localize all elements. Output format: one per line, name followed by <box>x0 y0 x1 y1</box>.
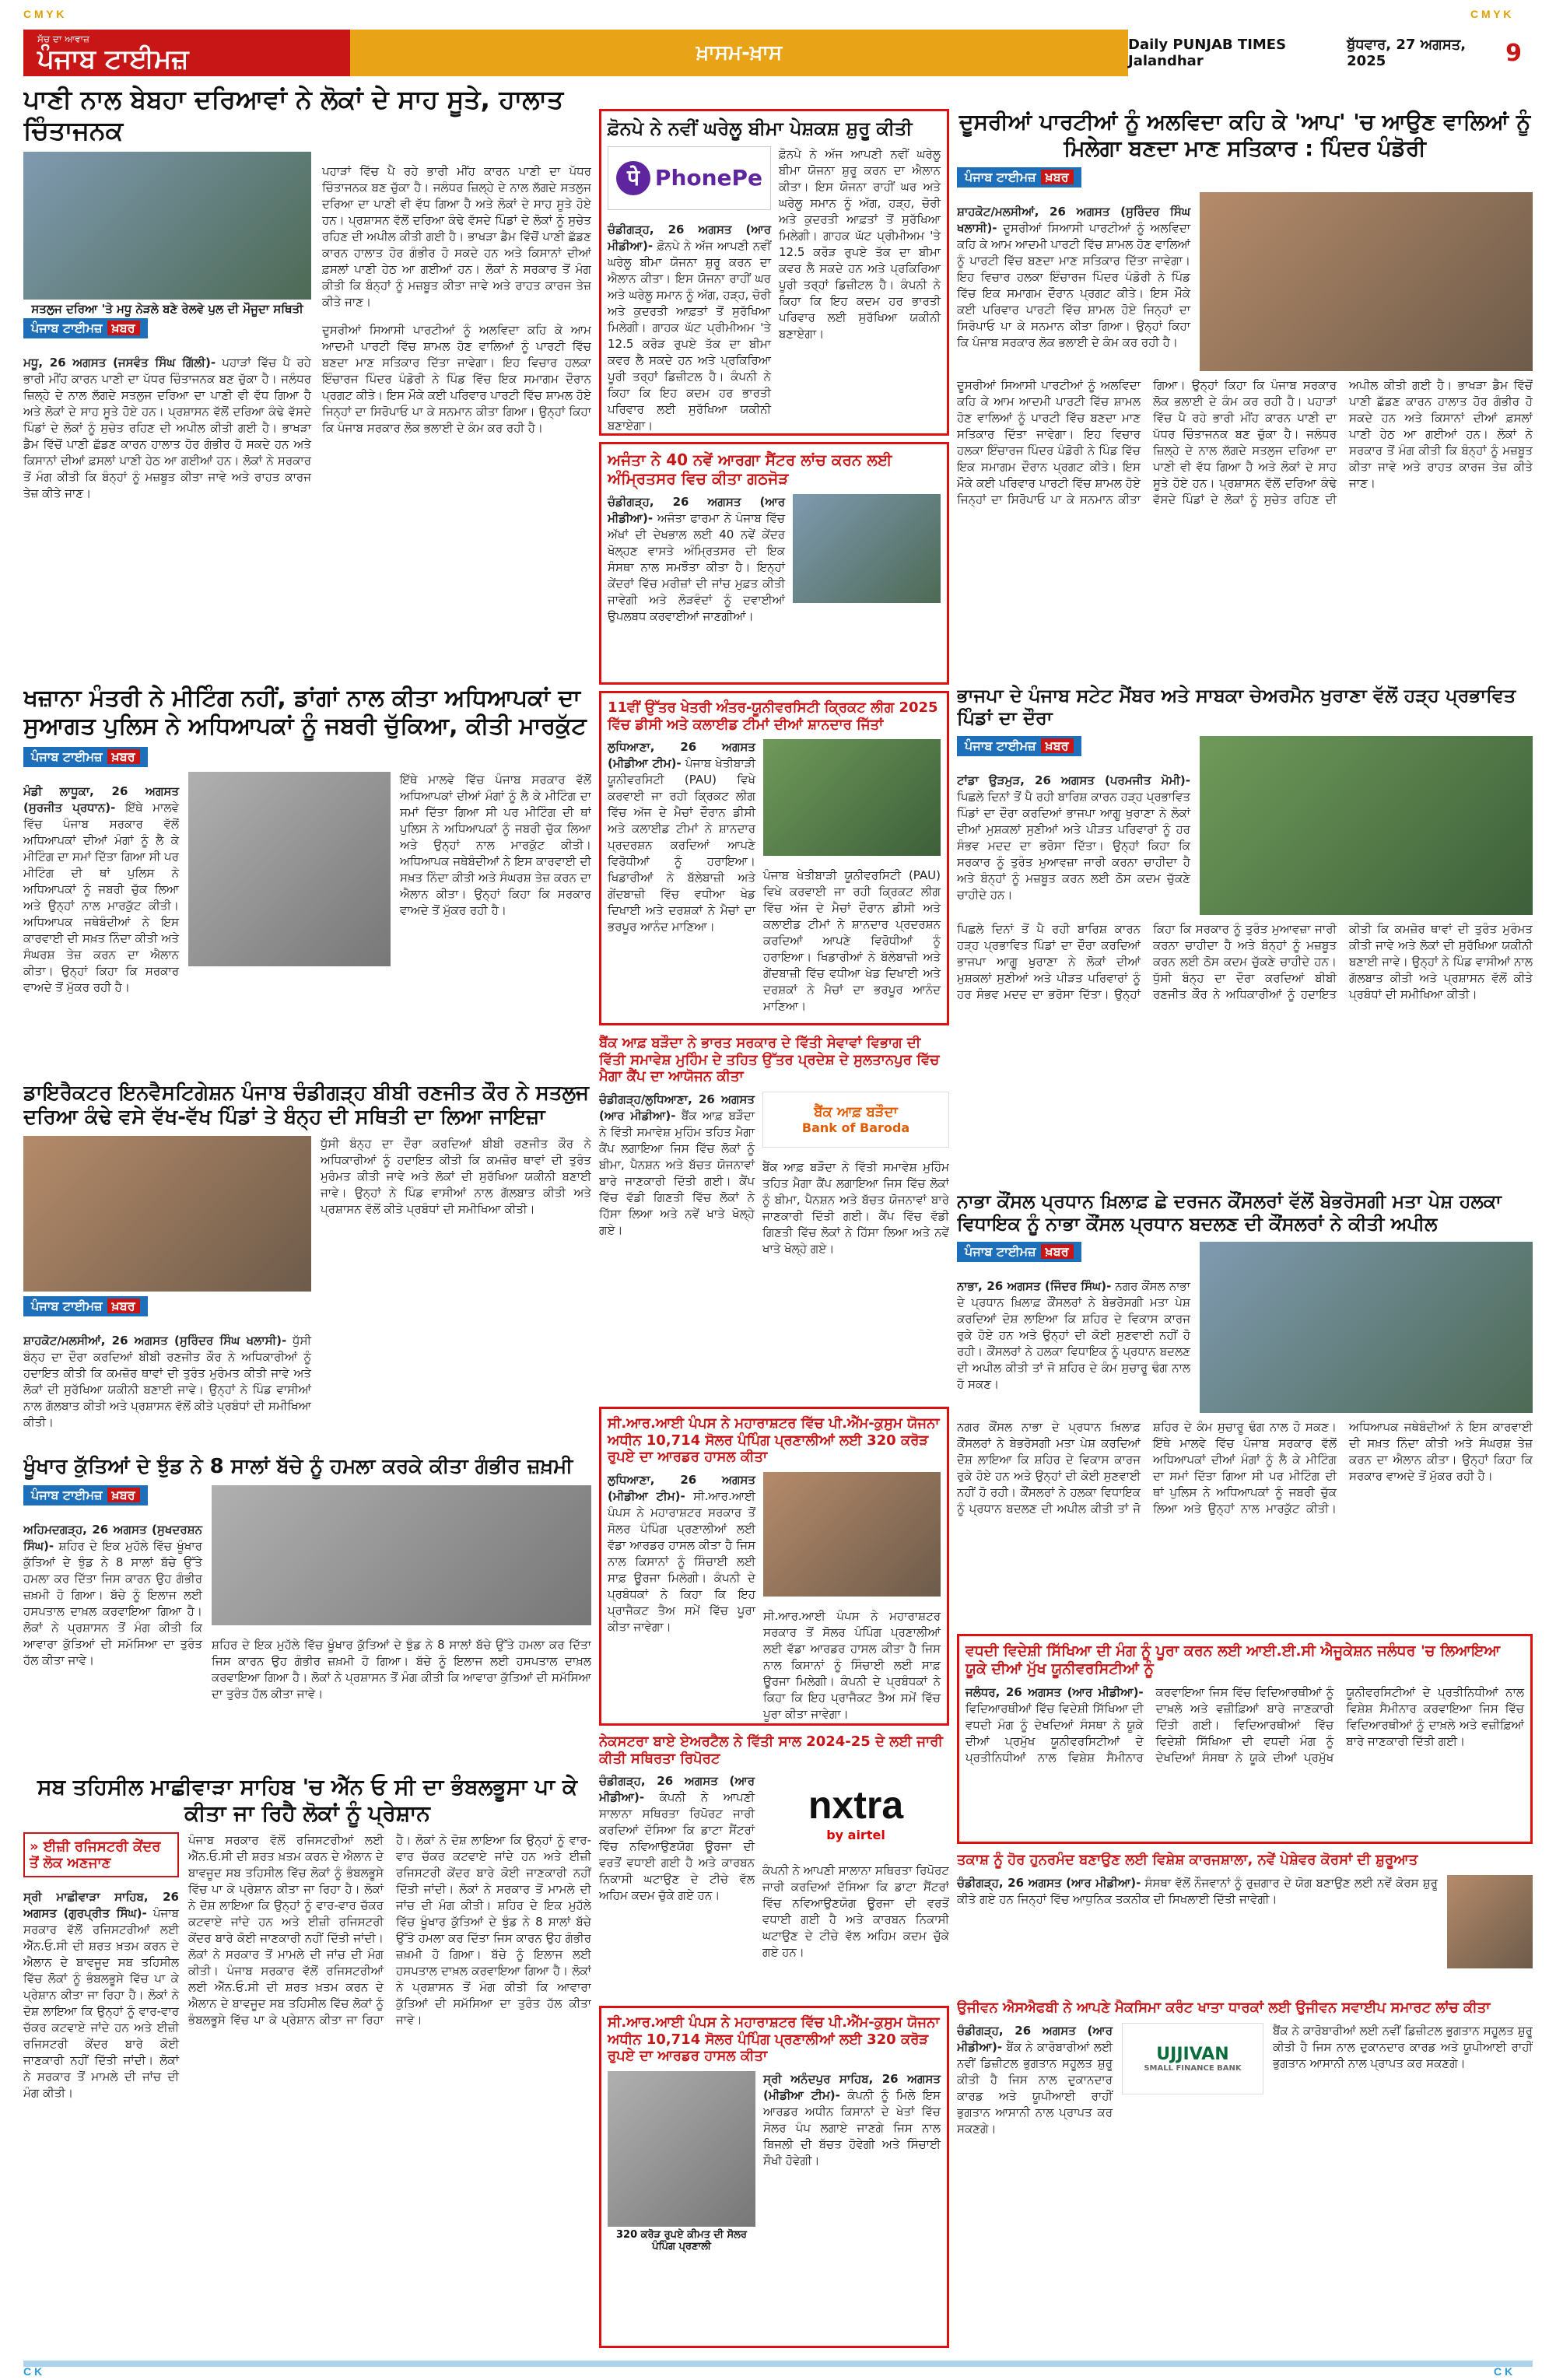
story-body: ਸ਼ਹਿਰ ਦੇ ਇਕ ਮੁਹੱਲੇ ਵਿੱਚ ਖੂੰਖਾਰ ਕੁੱਤਿਆਂ ਦੇ ਝੁੰਡ ਨੇ 8 ਸਾਲਾਂ ਬੱਚੇ ਉੱਤੇ ਹਮਲਾ ਕਰ ਦਿੱਤਾ ਜਿਸ ਕਾਰਨ ਉਹ ਗੰਭੀਰ ਜ਼ਖ਼ਮੀ ਹੋ ਗਿਆ। ਬੱਚੇ ਨੂੰ ਇਲਾਜ ਲਈ ਹਸਪਤਾਲ ਦਾਖ਼ਲ ਕਰਵਾਇਆ ਗਿਆ ਹੈ। ਲੋਕਾਂ ਨੇ ਪ੍ਰਸ਼ਾਸਨ ਤੋਂ ਮੰਗ ਕੀਤੀ ਕਿ ਆਵਾਰਾ ਕੁੱਤਿਆਂ ਦੀ ਸਮੱਸਿਆ ਦਾ ਤੁਰੰਤ ਹੱਲ ਕੀਤਾ ਜਾਵੇ। <box>23 1539 202 1668</box>
date-box <box>1128 30 1533 76</box>
story-headline: ਅਜੰਤਾ ਨੇ 40 ਨਵੇਂ ਆਰਗਾ ਸੈਂਟਰ ਲਾਂਚ ਕਰਨ ਲਈ ਅੰਮ੍ਰਿਤਸਰ ਵਿਚ ਕੀਤਾ ਗਠਜੋੜ <box>608 450 892 488</box>
story-headline: ਨਾਭਾ ਕੌਂਸਲ ਪ੍ਰਧਾਨ ਖ਼ਿਲਾਫ਼ ਛੇ ਦਰਜਨ ਕੌਂਸਲਰਾਂ ਵੱਲੋਂ ਬੇਭਰੋਸਗੀ ਮਤਾ ਪੇਸ਼ ਹਲਕਾ ਵਿਧਾਇਕ ਨੂੰ ਨਾਭਾ ਕੌਂਸਲ ਪ੍ਰਧਾਨ ਬਦਲਣ ਦੀ ਕੌਂਸਲਰਾਂ ਨੇ ਕੀਤੀ ਅਪੀਲ <box>957 1190 1502 1235</box>
story-body: ਇੱਥੇ ਮਾਲਵੇ ਵਿੱਚ ਪੰਜਾਬ ਸਰਕਾਰ ਵੱਲੋਂ ਅਧਿਆਪਕਾਂ ਦੀਆਂ ਮੰਗਾਂ ਨੂੰ ਲੈ ਕੇ ਮੀਟਿੰਗ ਦਾ ਸਮਾਂ ਦਿੱਤਾ ਗਿਆ ਸੀ ਪਰ ਮੀਟਿੰਗ ਦੀ ਥਾਂ ਪੁਲਿਸ ਨੇ ਅਧਿਆਪਕਾਂ ਨੂੰ ਜਬਰੀ ਚੁੱਕ ਲਿਆ ਅਤੇ ਉਨ੍ਹਾਂ ਨਾਲ ਮਾਰਕੁੱਟ ਕੀਤੀ। ਅਧਿਆਪਕ ਜਥੇਬੰਦੀਆਂ ਨੇ ਇਸ ਕਾਰਵਾਈ ਦੀ ਸਖ਼ਤ ਨਿੰਦਾ ਕੀਤੀ ਅਤੇ ਸੰਘਰਸ਼ ਤੇਜ਼ ਕਰਨ ਦਾ ਐਲਾਨ ਕੀਤਾ। ਉਨ੍ਹਾਂ ਕਿਹਾ ਕਿ ਸਰਕਾਰ ਵਾਅਦੇ ਤੋਂ ਮੁੱਕਰ ਰਹੀ ਹੈ। <box>23 801 179 994</box>
solar-pump-photo <box>608 2071 755 2227</box>
story-body: ਧੁੱਸੀ ਬੰਨ੍ਹ ਦਾ ਦੌਰਾ ਕਰਦਿਆਂ ਬੀਬੀ ਰਣਜੀਤ ਕੌਰ ਨੇ ਅਧਿਕਾਰੀਆਂ ਨੂੰ ਹਦਾਇਤ ਕੀਤੀ ਕਿ ਕਮਜ਼ੋਰ ਥਾਵਾਂ ਦੀ ਤੁਰੰਤ ਮੁਰੰਮਤ ਕੀਤੀ ਜਾਵੇ ਅਤੇ ਲੋਕਾਂ ਦੀ ਸੁਰੱਖਿਆ ਯਕੀਨੀ ਬਣਾਈ ਜਾਵੇ। ਉਨ੍ਹਾਂ ਨੇ ਪਿੰਡ ਵਾਸੀਆਂ ਨਾਲ ਗੱਲਬਾਤ ਕੀਤੀ ਅਤੇ ਪ੍ਰਸ਼ਾਸਨ ਵੱਲੋਂ ਕੀਤੇ ਪ੍ਰਬੰਧਾਂ ਦੀ ਸਮੀਖਿਆ ਕੀਤੀ। <box>23 1334 311 1430</box>
story-headline: ਸਬ ਤਹਿਸੀਲ ਮਾਛੀਵਾੜਾ ਸਾਹਿਬ 'ਚ ਐੱਨ ਓ ਸੀ ਦਾ ਭੰਬਲਭੂਸਾ ਪਾ ਕੇ ਕੀਤਾ ਜਾ ਰਿਹੈ ਲੋਕਾਂ ਨੂੰ ਪ੍ਰੇਸ਼ਾਨ <box>37 1774 578 1826</box>
phonepe-logo: पे PhonePe <box>608 146 771 210</box>
story-river-levels <box>23 84 591 675</box>
story-photo <box>23 152 311 300</box>
story-photo <box>763 739 941 856</box>
story-nabha-council <box>957 1190 1533 1626</box>
story-dateline: ਮਧੂ, 26 ਅਗਸਤ (ਜਸਵੰਤ ਸਿੰਘ ਗਿੱਲੀ)- <box>23 356 216 370</box>
story-photo <box>1200 736 1533 915</box>
story-body: ਕੰਪਨੀ ਨੂੰ ਮਿਲੇ ਇਸ ਆਰਡਰ ਅਧੀਨ ਕਿਸਾਨਾਂ ਦੇ ਖੇਤਾਂ ਵਿੱਚ ਸੋਲਰ ਪੰਪ ਲਗਾਏ ਜਾਣਗੇ ਜਿਸ ਨਾਲ ਬਿਜਲੀ ਦੀ ਬੱਚਤ ਹੋਵੇਗੀ ਅਤੇ ਸਿੰਚਾਈ ਸੌਖੀ ਹੋਵੇਗੀ। <box>763 2087 941 2168</box>
story-dateline: ਚੰਡੀਗੜ੍ਹ/ਲੁਧਿਆਣਾ, 26 ਅਗਸਤ (ਆਰ ਮੀਡੀਆ)- <box>599 1092 755 1123</box>
story-headline: ਫ਼ੋਨਪੇ ਨੇ ਨਵੀਂ ਘਰੇਲੂ ਬੀਮਾ ਪੇਸ਼ਕਸ਼ ਸ਼ੁਰੂ ਕੀਤੀ <box>608 117 913 139</box>
story-dateline: ਸ੍ਰੀ ਅਨੰਦਪੁਰ ਸਾਹਿਬ, 26 ਅਗਸਤ (ਮੀਡੀਆ ਟੀਮ)- <box>763 2071 941 2102</box>
story-body-continued-2: ਪਹਾੜਾਂ ਵਿੱਚ ਪੈ ਰਹੇ ਭਾਰੀ ਮੀਂਹ ਕਾਰਨ ਪਾਣੀ ਦਾ ਪੱਧਰ ਚਿੰਤਾਜਨਕ ਬਣ ਚੁੱਕਾ ਹੈ। ਜਲੰਧਰ ਜ਼ਿਲ੍ਹੇ ਦੇ ਨਾਲ ਲੱਗਦੇ ਸਤਲੁਜ ਦਰਿਆ ਦਾ ਪਾਣੀ ਵੀ ਵੱਧ ਗਿਆ ਹੈ ਅਤੇ ਲੋਕਾਂ ਦੇ ਸਾਹ ਸੂਤੇ ਹੋਏ ਹਨ। ਪ੍ਰਸ਼ਾਸਨ ਵੱਲੋਂ ਦਰਿਆ ਕੰਢੇ ਵੱਸਦੇ ਪਿੰਡਾਂ ਦੇ ਲੋਕਾਂ ਨੂੰ ਸੁਚੇਤ ਰਹਿਣ ਦੀ ਅਪੀਲ ਕੀਤੀ ਗਈ ਹੈ। ਭਾਖੜਾ ਡੈਮ ਵਿੱਚੋਂ ਪਾਣੀ ਛੱਡਣ ਕਾਰਨ ਹਾਲਾਤ ਹੋਰ ਗੰਭੀਰ ਹੋ ਸਕਦੇ ਹਨ ਅਤੇ ਕਿਸਾਨਾਂ ਦੀਆਂ ਫ਼ਸਲਾਂ ਪਾਣੀ ਹੇਠ ਆ ਗਈਆਂ ਹਨ। ਲੋਕਾਂ ਨੇ ਸਰਕਾਰ ਤੋਂ ਮੰਗ ਕੀਤੀ ਕਿ ਬੰਨ੍ਹਾਂ ਨੂੰ ਮਜ਼ਬੂਤ ਕੀਤਾ ਜਾਵੇ ਅਤੇ ਰਾਹਤ ਕਾਰਜ ਤੇਜ਼ ਕੀਤੇ ਜਾਣ। <box>1153 378 1533 507</box>
story-dateline: ਚੰਡੀਗੜ੍ਹ, 26 ਅਗਸਤ (ਆਰ ਮੀਡੀਆ)- <box>599 1774 755 1805</box>
story-headline: 11ਵੀਂ ਉੱਤਰ ਖੇਤਰੀ ਅੰਤਰ-ਯੂਨੀਵਰਸਿਟੀ ਕ੍ਰਿਕਟ ਲੀਗ 2025 ਵਿੱਚ ਡੀਸੀ ਅਤੇ ਕਲਾਈਡ ਟੀਮਾਂ ਦੀਆਂ ਸ਼ਾਨਦਾਰ ਜਿੱਤਾਂ <box>608 699 938 733</box>
story-body-continued: ਪਿਛਲੇ ਦਿਨਾਂ ਤੋਂ ਪੈ ਰਹੀ ਬਾਰਿਸ਼ ਕਾਰਨ ਹੜ੍ਹ ਪ੍ਰਭਾਵਿਤ ਪਿੰਡਾਂ ਦਾ ਦੌਰਾ ਕਰਦਿਆਂ ਭਾਜਪਾ ਆਗੂ ਖੁਰਾਣਾ ਨੇ ਲੋਕਾਂ ਦੀਆਂ ਮੁਸ਼ਕਲਾਂ ਸੁਣੀਆਂ ਅਤੇ ਪੀੜਤ ਪਰਿਵਾਰਾਂ ਨੂੰ ਹਰ ਸੰਭਵ ਮਦਦ ਦਾ ਭਰੋਸਾ ਦਿੱਤਾ। ਉਨ੍ਹਾਂ ਕਿਹਾ ਕਿ ਸਰਕਾਰ ਨੂੰ ਤੁਰੰਤ ਮੁਆਵਜ਼ਾ ਜਾਰੀ ਕਰਨਾ ਚਾਹੀਦਾ ਹੈ ਅਤੇ ਬੰਨ੍ਹਾਂ ਨੂੰ ਮਜ਼ਬੂਤ ਕਰਨ ਲਈ ਠੋਸ ਕਦਮ ਚੁੱਕਣੇ ਚਾਹੀਦੇ ਹਨ। <box>957 921 1337 1001</box>
story-body-continued: ਫ਼ੋਨਪੇ ਨੇ ਅੱਜ ਆਪਣੀ ਨਵੀਂ ਘਰੇਲੂ ਬੀਮਾ ਯੋਜਨਾ ਸ਼ੁਰੂ ਕਰਨ ਦਾ ਐਲਾਨ ਕੀਤਾ। ਇਸ ਯੋਜਨਾ ਰਾਹੀਂ ਘਰ ਅਤੇ ਘਰੇਲੂ ਸਮਾਨ ਨੂੰ ਅੱਗ, ਹੜ੍ਹ, ਚੋਰੀ ਅਤੇ ਕੁਦਰਤੀ ਆਫ਼ਤਾਂ ਤੋਂ ਸੁਰੱਖਿਆ ਮਿਲੇਗੀ। ਗਾਹਕ ਘੱਟ ਪ੍ਰੀਮੀਅਮ 'ਤੇ 12.5 ਕਰੋੜ ਰੁਪਏ ਤੱਕ ਦਾ ਬੀਮਾ ਕਵਰ ਲੈ ਸਕਦੇ ਹਨ ਅਤੇ ਪ੍ਰਕਿਰਿਆ ਪੂਰੀ ਤਰ੍ਹਾਂ ਡਿਜ਼ੀਟਲ ਹੈ। ਕੰਪਨੀ ਨੇ ਕਿਹਾ ਕਿ ਇਹ ਕਦਮ ਹਰ ਭਾਰਤੀ ਪਰਿਵਾਰ ਲਈ ਸੁਰੱਖਿਆ ਯਕੀਨੀ ਬਣਾਏਗਾ। <box>779 146 941 341</box>
paper-name: Daily PUNJAB TIMES Jalandhar <box>1128 37 1287 69</box>
story-bjp-flood-visit <box>957 685 1533 1183</box>
story-dateline: ਸ੍ਰੀ ਮਾਛੀਵਾੜਾ ਸਾਹਿਬ, 26 ਅਗਸਤ (ਗੁਰਪ੍ਰੀਤ ਸਿੰਘ)- <box>23 1890 179 1921</box>
story-body-continued: ਦੂਸਰੀਆਂ ਸਿਆਸੀ ਪਾਰਟੀਆਂ ਨੂੰ ਅਲਵਿਦਾ ਕਹਿ ਕੇ ਆਮ ਆਦਮੀ ਪਾਰਟੀ ਵਿੱਚ ਸ਼ਾਮਲ ਹੋਣ ਵਾਲਿਆਂ ਨੂੰ ਪਾਰਟੀ ਵਿੱਚ ਬਣਦਾ ਮਾਣ ਸਤਿਕਾਰ ਦਿੱਤਾ ਜਾਵੇਗਾ। ਇਹ ਵਿਚਾਰ ਹਲਕਾ ਇੰਚਾਰਜ ਪਿੰਦਰ ਪੰਡੋਰੀ ਨੇ ਪਿੰਡ ਵਿੱਚ ਇਕ ਸਮਾਗਮ ਦੌਰਾਨ ਪ੍ਰਗਟ ਕੀਤੇ। ਇਸ ਮੌਕੇ ਕਈ ਪਰਿਵਾਰ ਪਾਰਟੀ ਵਿੱਚ ਸ਼ਾਮਲ ਹੋਏ ਜਿਨ੍ਹਾਂ ਦਾ ਸਿਰੋਪਾਓ ਪਾ ਕੇ ਸਨਮਾਨ ਕੀਤਾ ਗਿਆ। ਉਨ੍ਹਾਂ ਕਿਹਾ ਕਿ ਪੰਜਾਬ ਸਰਕਾਰ ਲੋਕ ਭਲਾਈ ਦੇ ਕੰਮ ਕਰ ਰਹੀ ਹੈ। <box>957 378 1337 507</box>
masthead-tagline: ਸੱਚ ਦਾ ਆਵਾਜ਼ <box>37 33 89 44</box>
page-number: 9 <box>1505 39 1522 67</box>
story-ajanta-centres <box>599 442 949 685</box>
story-dateline: ਸ਼ਾਹਕੋਟ/ਮਲਸੀਆਂ, 26 ਅਗਸਤ (ਸੁਰਿੰਦਰ ਸਿੰਘ ਖਲਾਸੀ)- <box>957 205 1190 236</box>
photo-caption: ਸਤਲੁਜ ਦਰਿਆ 'ਤੇ ਮਧੂ ਨੇੜਲੇ ਬਣੇ ਰੇਲਵੇ ਪੁਲ ਦੀ ਮੌਜੂਦਾ ਸਥਿਤੀ <box>31 302 303 317</box>
story-body: ਕੰਪਨੀ ਨੇ ਆਪਣੀ ਸਾਲਾਨਾ ਸਥਿਰਤਾ ਰਿਪੋਰਟ ਜਾਰੀ ਕਰਦਿਆਂ ਦੱਸਿਆ ਕਿ ਡਾਟਾ ਸੈਂਟਰਾਂ ਵਿੱਚ ਨਵਿਆਉਣਯੋਗ ਊਰਜਾ ਦੀ ਵਰਤੋਂ ਵਧਾਈ ਗਈ ਹੈ ਅਤੇ ਕਾਰਬਨ ਨਿਕਾਸੀ ਘਟਾਉਣ ਦੇ ਟੀਚੇ ਵੱਲ ਅਹਿਮ ਕਦਮ ਚੁੱਕੇ ਗਏ ਹਨ। <box>599 1790 755 1903</box>
story-body-continued: ਇੱਥੇ ਮਾਲਵੇ ਵਿੱਚ ਪੰਜਾਬ ਸਰਕਾਰ ਵੱਲੋਂ ਅਧਿਆਪਕਾਂ ਦੀਆਂ ਮੰਗਾਂ ਨੂੰ ਲੈ ਕੇ ਮੀਟਿੰਗ ਦਾ ਸਮਾਂ ਦਿੱਤਾ ਗਿਆ ਸੀ ਪਰ ਮੀਟਿੰਗ ਦੀ ਥਾਂ ਪੁਲਿਸ ਨੇ ਅਧਿਆਪਕਾਂ ਨੂੰ ਜਬਰੀ ਚੁੱਕ ਲਿਆ ਅਤੇ ਉਨ੍ਹਾਂ ਨਾਲ ਮਾਰਕੁੱਟ ਕੀਤੀ। ਅਧਿਆਪਕ ਜਥੇਬੰਦੀਆਂ ਨੇ ਇਸ ਕਾਰਵਾਈ ਦੀ ਸਖ਼ਤ ਨਿੰਦਾ ਕੀਤੀ ਅਤੇ ਸੰਘਰਸ਼ ਤੇਜ਼ ਕਰਨ ਦਾ ਐਲਾਨ ਕੀਤਾ। ਉਨ੍ਹਾਂ ਕਿਹਾ ਕਿ ਸਰਕਾਰ ਵਾਅਦੇ ਤੋਂ ਮੁੱਕਰ ਰਹੀ ਹੈ। <box>400 773 591 917</box>
story-body: ਪੰਜਾਬ ਖੇਤੀਬਾੜੀ ਯੂਨੀਵਰਸਿਟੀ (PAU) ਵਿਖੇ ਕਰਵਾਈ ਜਾ ਰਹੀ ਕ੍ਰਿਕਟ ਲੀਗ ਵਿੱਚ ਅੱਜ ਦੇ ਮੈਚਾਂ ਦੌਰਾਨ ਡੀਸੀ ਅਤੇ ਕਲਾਈਡ ਟੀਮਾਂ ਨੇ ਸ਼ਾਨਦਾਰ ਪ੍ਰਦਰਸ਼ਨ ਕਰਦਿਆਂ ਆਪਣੇ ਵਿਰੋਧੀਆਂ ਨੂੰ ਹਰਾਇਆ। ਖਿਡਾਰੀਆਂ ਨੇ ਬੱਲੇਬਾਜ਼ੀ ਅਤੇ ਗੇਂਦਬਾਜ਼ੀ ਵਿੱਚ ਵਧੀਆ ਖੇਡ ਦਿਖਾਈ ਅਤੇ ਦਰਸ਼ਕਾਂ ਨੇ ਮੈਚਾਂ ਦਾ ਭਰਪੂਰ ਆਨੰਦ ਮਾਣਿਆ। <box>608 756 755 934</box>
story-headline: ਤਕਾਸ਼ ਨੂੰ ਹੋਰ ਹੁਨਰਮੰਦ ਬਣਾਉਣ ਲਈ ਵਿਸ਼ੇਸ਼ ਕਾਰਜਸ਼ਾਲਾ, ਨਵੇਂ ਪੇਸ਼ੇਵਰ ਕੋਰਸਾਂ ਦੀ ਸ਼ੁਰੂਆਤ <box>957 1852 1418 1868</box>
story-dateline: ਮੰਡੀ ਲਾਧੂਕਾ, 26 ਅਗਸਤ (ਸੁਰਜੀਤ ਪ੍ਰਧਾਨ)- <box>23 784 179 815</box>
story-cri-pumps <box>599 1407 949 1726</box>
story-body: ਨਗਰ ਕੌਂਸਲ ਨਾਭਾ ਦੇ ਪ੍ਰਧਾਨ ਖ਼ਿਲਾਫ਼ ਕੌਂਸਲਰਾਂ ਨੇ ਬੇਭਰੋਸਗੀ ਮਤਾ ਪੇਸ਼ ਕਰਦਿਆਂ ਦੋਸ਼ ਲਾਇਆ ਕਿ ਸ਼ਹਿਰ ਦੇ ਵਿਕਾਸ ਕਾਰਜ ਰੁਕੇ ਹੋਏ ਹਨ ਅਤੇ ਉਨ੍ਹਾਂ ਦੀ ਕੋਈ ਸੁਣਵਾਈ ਨਹੀਂ ਹੋ ਰਹੀ। ਕੌਂਸਲਰਾਂ ਨੇ ਹਲਕਾ ਵਿਧਾਇਕ ਨੂੰ ਪ੍ਰਧਾਨ ਬਦਲਣ ਦੀ ਅਪੀਲ ਕੀਤੀ ਤਾਂ ਜੋ ਸ਼ਹਿਰ ਦੇ ਕੰਮ ਸੁਚਾਰੂ ਢੰਗ ਨਾਲ ਹੋ ਸਕਣ। <box>957 1278 1190 1391</box>
story-dateline: ਚੰਡੀਗੜ੍ਹ, 26 ਅਗਸਤ (ਆਰ ਮੀਡੀਆ)- <box>957 2023 1113 2054</box>
news-badge: ਪੰਜਾਬ ਟਾਈਮਜ਼ ਖ਼ਬਰ <box>23 1485 148 1505</box>
portrait-photo <box>1447 1875 1533 1968</box>
story-headline: ਬੈਂਕ ਆਫ਼ ਬੜੌਦਾ ਨੇ ਭਾਰਤ ਸਰਕਾਰ ਦੇ ਵਿੱਤੀ ਸੇਵਾਵਾਂ ਵਿਭਾਗ ਦੀ ਵਿੱਤੀ ਸਮਾਵੇਸ਼ ਮੁਹਿੰਮ ਦੇ ਤਹਿਤ ਉੱਤਰ ਪ੍ਰਦੇਸ਼ ਦੇ ਸੁਲਤਾਨਪੁਰ ਵਿੱਚ ਮੈਗਾ ਕੈਂਪ ਦਾ ਆਯੋਜਨ ਕੀਤਾ <box>599 1035 940 1085</box>
story-dateline: ਲੁਧਿਆਣਾ, 26 ਅਗਸਤ (ਮੀਡੀਆ ਟੀਮ)- <box>608 1472 755 1503</box>
story-skill-courses <box>957 1852 1533 1992</box>
story-nxtra-airtel <box>599 1733 949 1998</box>
masthead <box>23 30 350 76</box>
story-dateline: ਸ਼ਾਹਕੋਟ/ਮਲਸੀਆਂ, 26 ਅਗਸਤ (ਸੁਰਿੰਦਰ ਸਿੰਘ ਖਲਾਸੀ)- <box>23 1334 287 1348</box>
story-photo <box>1200 1242 1533 1413</box>
story-body-continued-2: ਦੂਸਰੀਆਂ ਸਿਆਸੀ ਪਾਰਟੀਆਂ ਨੂੰ ਅਲਵਿਦਾ ਕਹਿ ਕੇ ਆਮ ਆਦਮੀ ਪਾਰਟੀ ਵਿੱਚ ਸ਼ਾਮਲ ਹੋਣ ਵਾਲਿਆਂ ਨੂੰ ਪਾਰਟੀ ਵਿੱਚ ਬਣਦਾ ਮਾਣ ਸਤਿਕਾਰ ਦਿੱਤਾ ਜਾਵੇਗਾ। ਇਹ ਵਿਚਾਰ ਹਲਕਾ ਇੰਚਾਰਜ ਪਿੰਦਰ ਪੰਡੋਰੀ ਨੇ ਪਿੰਡ ਵਿੱਚ ਇਕ ਸਮਾਗਮ ਦੌਰਾਨ ਪ੍ਰਗਟ ਕੀਤੇ। ਇਸ ਮੌਕੇ ਕਈ ਪਰਿਵਾਰ ਪਾਰਟੀ ਵਿੱਚ ਸ਼ਾਮਲ ਹੋਏ ਜਿਨ੍ਹਾਂ ਦਾ ਸਿਰੋਪਾਓ ਪਾ ਕੇ ਸਨਮਾਨ ਕੀਤਾ ਗਿਆ। ਉਨ੍ਹਾਂ ਕਿਹਾ ਕਿ ਪੰਜਾਬ ਸਰਕਾਰ ਲੋਕ ਭਲਾਈ ਦੇ ਕੰਮ ਕਰ ਰਹੀ ਹੈ। <box>322 323 591 436</box>
portrait-photo <box>763 1472 941 1597</box>
story-iec-education <box>957 1634 1533 1844</box>
story-headline: ਡਾਇਰੈਕਟਰ ਇਨਵੈਸਟਿਗੇਸ਼ਨ ਪੰਜਾਬ ਚੰਡੀਗੜ੍ਹ ਬੀਬੀ ਰਣਜੀਤ ਕੌਰ ਨੇ ਸਤਲੁਜ ਦਰਿਆ ਕੰਢੇ ਵਸੇ ਵੱਖ-ਵੱਖ ਪਿੰਡਾਂ ਤੇ ਬੰਨ੍ਹ ਦੀ ਸਥਿਤੀ ਦਾ ਲਿਆ ਜਾਇਜ਼ਾ <box>23 1081 590 1130</box>
injured-child-photo <box>212 1485 591 1625</box>
registration-mark-top-right: C M Y K <box>1470 8 1512 20</box>
story-headline: ਖੂੰਖਾਰ ਕੁੱਤਿਆਂ ਦੇ ਝੁੰਡ ਨੇ 8 ਸਾਲਾਂ ਬੱਚੇ ਨੂੰ ਹਮਲਾ ਕਰਕੇ ਕੀਤਾ ਗੰਭੀਰ ਜ਼ਖ਼ਮੀ <box>23 1455 573 1478</box>
story-body-continued: ਬੈਂਕ ਨੇ ਕਾਰੋਬਾਰੀਆਂ ਲਈ ਨਵੀਂ ਡਿਜ਼ੀਟਲ ਭੁਗਤਾਨ ਸਹੂਲਤ ਸ਼ੁਰੂ ਕੀਤੀ ਹੈ ਜਿਸ ਨਾਲ ਦੁਕਾਨਦਾਰ ਕਾਰਡ ਅਤੇ ਯੂਪੀਆਈ ਰਾਹੀਂ ਭੁਗਤਾਨ ਆਸਾਨੀ ਨਾਲ ਪ੍ਰਾਪਤ ਕਰ ਸਕਣਗੇ। <box>1273 2023 1533 2070</box>
story-body-continued: ਪੰਜਾਬ ਸਰਕਾਰ ਵੱਲੋਂ ਰਜਿਸਟਰੀਆਂ ਲਈ ਐੱਨ.ਓ.ਸੀ ਦੀ ਸ਼ਰਤ ਖ਼ਤਮ ਕਰਨ ਦੇ ਐਲਾਨ ਦੇ ਬਾਵਜੂਦ ਸਬ ਤਹਿਸੀਲ ਵਿੱਚ ਲੋਕਾਂ ਨੂੰ ਭੰਬਲਭੂਸੇ ਵਿੱਚ ਪਾ ਕੇ ਪ੍ਰੇਸ਼ਾਨ ਕੀਤਾ ਜਾ ਰਿਹਾ ਹੈ। ਲੋਕਾਂ ਨੇ ਦੋਸ਼ ਲਾਇਆ ਕਿ ਉਨ੍ਹਾਂ ਨੂੰ ਵਾਰ-ਵਾਰ ਚੱਕਰ ਕਟਵਾਏ ਜਾਂਦੇ ਹਨ ਅਤੇ ਈਜ਼ੀ ਰਜਿਸਟਰੀ ਕੇਂਦਰ ਬਾਰੇ ਕੋਈ ਜਾਣਕਾਰੀ ਨਹੀਂ ਦਿੱਤੀ ਜਾਂਦੀ। ਲੋਕਾਂ ਨੇ ਸਰਕਾਰ ਤੋਂ ਮਾਮਲੇ ਦੀ ਜਾਂਚ ਦੀ ਮੰਗ ਕੀਤੀ। <box>188 1833 384 1979</box>
story-photo <box>1200 192 1533 371</box>
news-badge: ਪੰਜਾਬ ਟਾਈਮਜ਼ ਖ਼ਬਰ <box>957 736 1081 756</box>
story-body-continued-3: ਸ਼ਹਿਰ ਦੇ ਇਕ ਮੁਹੱਲੇ ਵਿੱਚ ਖੂੰਖਾਰ ਕੁੱਤਿਆਂ ਦੇ ਝੁੰਡ ਨੇ 8 ਸਾਲਾਂ ਬੱਚੇ ਉੱਤੇ ਹਮਲਾ ਕਰ ਦਿੱਤਾ ਜਿਸ ਕਾਰਨ ਉਹ ਗੰਭੀਰ ਜ਼ਖ਼ਮੀ ਹੋ ਗਿਆ। ਬੱਚੇ ਨੂੰ ਇਲਾਜ ਲਈ ਹਸਪਤਾਲ ਦਾਖ਼ਲ ਕਰਵਾਇਆ ਗਿਆ ਹੈ। ਲੋਕਾਂ ਨੇ ਪ੍ਰਸ਼ਾਸਨ ਤੋਂ ਮੰਗ ਕੀਤੀ ਕਿ ਆਵਾਰਾ ਕੁੱਤਿਆਂ ਦੀ ਸਮੱਸਿਆ ਦਾ ਤੁਰੰਤ ਹੱਲ ਕੀਤਾ ਜਾਵੇ। <box>396 1898 591 2028</box>
story-cricket-league <box>599 691 949 1025</box>
story-body: ਵਿਦਿਆਰਥੀਆਂ ਵਿੱਚ ਵਿਦੇਸ਼ੀ ਸਿੱਖਿਆ ਦੀ ਵਧਦੀ ਮੰਗ ਨੂੰ ਦੇਖਦਿਆਂ ਸੰਸਥਾ ਨੇ ਯੂਕੇ ਦੀਆਂ ਪ੍ਰਮੁੱਖ ਯੂਨੀਵਰਸਿਟੀਆਂ ਦੇ ਪ੍ਰਤੀਨਿਧੀਆਂ ਨਾਲ ਵਿਸ਼ੇਸ਼ ਸੈਮੀਨਾਰ ਕਰਵਾਇਆ ਜਿਸ ਵਿੱਚ ਵਿਦਿਆਰਥੀਆਂ ਨੂੰ ਦਾਖ਼ਲੇ ਅਤੇ ਵਜ਼ੀਫ਼ਿਆਂ ਬਾਰੇ ਜਾਣਕਾਰੀ ਦਿੱਤੀ ਗਈ। <box>965 1684 1334 1765</box>
registration-mark-bottom-right: C K <box>1494 2365 1513 2378</box>
photo-caption: 320 ਕਰੋੜ ਰੁਪਏ ਕੀਮਤ ਦੀ ਸੋਲਰ ਪੰਪਿੰਗ ਪ੍ਰਣਾਲੀ <box>616 2228 747 2252</box>
footer-rule <box>23 2361 1533 2367</box>
story-body-continued: ਪੰਜਾਬ ਖੇਤੀਬਾੜੀ ਯੂਨੀਵਰਸਿਟੀ (PAU) ਵਿਖੇ ਕਰਵਾਈ ਜਾ ਰਹੀ ਕ੍ਰਿਕਟ ਲੀਗ ਵਿੱਚ ਅੱਜ ਦੇ ਮੈਚਾਂ ਦੌਰਾਨ ਡੀਸੀ ਅਤੇ ਕਲਾਈਡ ਟੀਮਾਂ ਨੇ ਸ਼ਾਨਦਾਰ ਪ੍ਰਦਰਸ਼ਨ ਕਰਦਿਆਂ ਆਪਣੇ ਵਿਰੋਧੀਆਂ ਨੂੰ ਹਰਾਇਆ। ਖਿਡਾਰੀਆਂ ਨੇ ਬੱਲੇਬਾਜ਼ੀ ਅਤੇ ਗੇਂਦਬਾਜ਼ੀ ਵਿੱਚ ਵਧੀਆ ਖੇਡ ਦਿਖਾਈ ਅਤੇ ਦਰਸ਼ਕਾਂ ਨੇ ਮੈਚਾਂ ਦਾ ਭਰਪੂਰ ਆਨੰਦ ਮਾਣਿਆ। <box>763 868 941 1014</box>
story-body: ਪਹਾੜਾਂ ਵਿੱਚ ਪੈ ਰਹੇ ਭਾਰੀ ਮੀਂਹ ਕਾਰਨ ਪਾਣੀ ਦਾ ਪੱਧਰ ਚਿੰਤਾਜਨਕ ਬਣ ਚੁੱਕਾ ਹੈ। ਜਲੰਧਰ ਜ਼ਿਲ੍ਹੇ ਦੇ ਨਾਲ ਲੱਗਦੇ ਸਤਲੁਜ ਦਰਿਆ ਦਾ ਪਾਣੀ ਵੀ ਵੱਧ ਗਿਆ ਹੈ ਅਤੇ ਲੋਕਾਂ ਦੇ ਸਾਹ ਸੂਤੇ ਹੋਏ ਹਨ। ਪ੍ਰਸ਼ਾਸਨ ਵੱਲੋਂ ਦਰਿਆ ਕੰਢੇ ਵੱਸਦੇ ਪਿੰਡਾਂ ਦੇ ਲੋਕਾਂ ਨੂੰ ਸੁਚੇਤ ਰਹਿਣ ਦੀ ਅਪੀਲ ਕੀਤੀ ਗਈ ਹੈ। ਭਾਖੜਾ ਡੈਮ ਵਿੱਚੋਂ ਪਾਣੀ ਛੱਡਣ ਕਾਰਨ ਹਾਲਾਤ ਹੋਰ ਗੰਭੀਰ ਹੋ ਸਕਦੇ ਹਨ ਅਤੇ ਕਿਸਾਨਾਂ ਦੀਆਂ ਫ਼ਸਲਾਂ ਪਾਣੀ ਹੇਠ ਆ ਗਈਆਂ ਹਨ। ਲੋਕਾਂ ਨੇ ਸਰਕਾਰ ਤੋਂ ਮੰਗ ਕੀਤੀ ਕਿ ਬੰਨ੍ਹਾਂ ਨੂੰ ਮਜ਼ਬੂਤ ਕੀਤਾ ਜਾਵੇ ਅਤੇ ਰਾਹਤ ਕਾਰਜ ਤੇਜ਼ ਕੀਤੇ ਜਾਣ। <box>23 356 311 501</box>
issue-date: ਬੁੱਧਵਾਰ, 27 ਅਗਸਤ, 2025 <box>1347 37 1467 69</box>
news-badge: ਪੰਜਾਬ ਟਾਈਮਜ਼ ਖ਼ਬਰ <box>957 167 1081 188</box>
news-badge: ਪੰਜਾਬ ਟਾਈਮਜ਼ ਖ਼ਬਰ <box>23 1296 148 1316</box>
story-headline: ਖਜ਼ਾਨਾ ਮੰਤਰੀ ਨੇ ਮੀਟਿੰਗ ਨਹੀਂ, ਡਾਂਗਾਂ ਨਾਲ ਕੀਤਾ ਅਧਿਆਪਕਾਂ ਦਾ ਸੁਆਗਤ ਪੁਲਿਸ ਨੇ ਅਧਿਆਪਕਾਂ ਨੂੰ ਜਬਰੀ ਚੁੱਕਿਆ, ਕੀਤੀ ਮਾਰਕੁੱਟ <box>23 685 587 740</box>
story-body: ਪਿਛਲੇ ਦਿਨਾਂ ਤੋਂ ਪੈ ਰਹੀ ਬਾਰਿਸ਼ ਕਾਰਨ ਹੜ੍ਹ ਪ੍ਰਭਾਵਿਤ ਪਿੰਡਾਂ ਦਾ ਦੌਰਾ ਕਰਦਿਆਂ ਭਾਜਪਾ ਆਗੂ ਖੁਰਾਣਾ ਨੇ ਲੋਕਾਂ ਦੀਆਂ ਮੁਸ਼ਕਲਾਂ ਸੁਣੀਆਂ ਅਤੇ ਪੀੜਤ ਪਰਿਵਾਰਾਂ ਨੂੰ ਹਰ ਸੰਭਵ ਮਦਦ ਦਾ ਭਰੋਸਾ ਦਿੱਤਾ। ਉਨ੍ਹਾਂ ਕਿਹਾ ਕਿ ਸਰਕਾਰ ਨੂੰ ਤੁਰੰਤ ਮੁਆਵਜ਼ਾ ਜਾਰੀ ਕਰਨਾ ਚਾਹੀਦਾ ਹੈ ਅਤੇ ਬੰਨ੍ਹਾਂ ਨੂੰ ਮਜ਼ਬੂਤ ਕਰਨ ਲਈ ਠੋਸ ਕਦਮ ਚੁੱਕਣੇ ਚਾਹੀਦੇ ਹਨ। <box>957 789 1190 902</box>
story-sutlej-inspection <box>23 1081 591 1447</box>
story-body-continued: ਬੈਂਕ ਆਫ਼ ਬੜੌਦਾ ਨੇ ਵਿੱਤੀ ਸਮਾਵੇਸ਼ ਮੁਹਿੰਮ ਤਹਿਤ ਮੈਗਾ ਕੈਂਪ ਲਗਾਇਆ ਜਿਸ ਵਿੱਚ ਲੋਕਾਂ ਨੂੰ ਬੀਮਾ, ਪੈਨਸ਼ਨ ਅਤੇ ਬੱਚਤ ਯੋਜਨਾਵਾਂ ਬਾਰੇ ਜਾਣਕਾਰੀ ਦਿੱਤੀ ਗਈ। ਕੈਂਪ ਵਿੱਚ ਵੱਡੀ ਗਿਣਤੀ ਵਿੱਚ ਲੋਕਾਂ ਨੇ ਹਿੱਸਾ ਲਿਆ ਅਤੇ ਨਵੇਂ ਖਾਤੇ ਖੋਲ੍ਹੇ ਗਏ। <box>762 1159 949 1256</box>
story-bank-of-baroda <box>599 1035 949 1400</box>
story-ujjivan-swipe <box>957 2000 1533 2350</box>
news-badge: ਪੰਜਾਬ ਟਾਈਮਜ਼ ਖ਼ਬਰ <box>957 1242 1081 1262</box>
masthead-title: ਪੰਜਾਬ ਟਾਈਮਜ਼ <box>37 43 189 75</box>
story-body-continued: ਪਹਾੜਾਂ ਵਿੱਚ ਪੈ ਰਹੇ ਭਾਰੀ ਮੀਂਹ ਕਾਰਨ ਪਾਣੀ ਦਾ ਪੱਧਰ ਚਿੰਤਾਜਨਕ ਬਣ ਚੁੱਕਾ ਹੈ। ਜਲੰਧਰ ਜ਼ਿਲ੍ਹੇ ਦੇ ਨਾਲ ਲੱਗਦੇ ਸਤਲੁਜ ਦਰਿਆ ਦਾ ਪਾਣੀ ਵੀ ਵੱਧ ਗਿਆ ਹੈ ਅਤੇ ਲੋਕਾਂ ਦੇ ਸਾਹ ਸੂਤੇ ਹੋਏ ਹਨ। ਪ੍ਰਸ਼ਾਸਨ ਵੱਲੋਂ ਦਰਿਆ ਕੰਢੇ ਵੱਸਦੇ ਪਿੰਡਾਂ ਦੇ ਲੋਕਾਂ ਨੂੰ ਸੁਚੇਤ ਰਹਿਣ ਦੀ ਅਪੀਲ ਕੀਤੀ ਗਈ ਹੈ। ਭਾਖੜਾ ਡੈਮ ਵਿੱਚੋਂ ਪਾਣੀ ਛੱਡਣ ਕਾਰਨ ਹਾਲਾਤ ਹੋਰ ਗੰਭੀਰ ਹੋ ਸਕਦੇ ਹਨ ਅਤੇ ਕਿਸਾਨਾਂ ਦੀਆਂ ਫ਼ਸਲਾਂ ਪਾਣੀ ਹੇਠ ਆ ਗਈਆਂ ਹਨ। ਲੋਕਾਂ ਨੇ ਸਰਕਾਰ ਤੋਂ ਮੰਗ ਕੀਤੀ ਕਿ ਬੰਨ੍ਹਾਂ ਨੂੰ ਮਜ਼ਬੂਤ ਕੀਤਾ ਜਾਵੇ ਅਤੇ ਰਾਹਤ ਕਾਰਜ ਤੇਜ਼ ਕੀਤੇ ਜਾਣ। <box>322 164 591 310</box>
story-body: ਬੈਂਕ ਆਫ਼ ਬੜੌਦਾ ਨੇ ਵਿੱਤੀ ਸਮਾਵੇਸ਼ ਮੁਹਿੰਮ ਤਹਿਤ ਮੈਗਾ ਕੈਂਪ ਲਗਾਇਆ ਜਿਸ ਵਿੱਚ ਲੋਕਾਂ ਨੂੰ ਬੀਮਾ, ਪੈਨਸ਼ਨ ਅਤੇ ਬੱਚਤ ਯੋਜਨਾਵਾਂ ਬਾਰੇ ਜਾਣਕਾਰੀ ਦਿੱਤੀ ਗਈ। ਕੈਂਪ ਵਿੱਚ ਵੱਡੀ ਗਿਣਤੀ ਵਿੱਚ ਲੋਕਾਂ ਨੇ ਹਿੱਸਾ ਲਿਆ ਅਤੇ ਨਵੇਂ ਖਾਤੇ ਖੋਲ੍ਹੇ ਗਏ। <box>599 1108 755 1237</box>
registration-mark-top-left: C M Y K <box>23 8 65 20</box>
ujjivan-logo: UJJIVAN SMALL FINANCE BANK <box>1122 2023 1263 2094</box>
story-body-continued: ਵਿਦਿਆਰਥੀਆਂ ਵਿੱਚ ਵਿਦੇਸ਼ੀ ਸਿੱਖਿਆ ਦੀ ਵਧਦੀ ਮੰਗ ਨੂੰ ਦੇਖਦਿਆਂ ਸੰਸਥਾ ਨੇ ਯੂਕੇ ਦੀਆਂ ਪ੍ਰਮੁੱਖ ਯੂਨੀਵਰਸਿਟੀਆਂ ਦੇ ਪ੍ਰਤੀਨਿਧੀਆਂ ਨਾਲ ਵਿਸ਼ੇਸ਼ ਸੈਮੀਨਾਰ ਕਰਵਾਇਆ ਜਿਸ ਵਿੱਚ ਵਿਦਿਆਰਥੀਆਂ ਨੂੰ ਦਾਖ਼ਲੇ ਅਤੇ ਵਜ਼ੀਫ਼ਿਆਂ ਬਾਰੇ ਜਾਣਕਾਰੀ ਦਿੱਤੀ ਗਈ। <box>1155 1684 1524 1765</box>
story-dateline: ਚੰਡੀਗੜ੍ਹ, 26 ਅਗਸਤ (ਆਰ ਮੀਡੀਆ)- <box>608 222 771 253</box>
registration-mark-bottom-left: C K <box>23 2365 43 2378</box>
news-badge: ਪੰਜਾਬ ਟਾਈਮਜ਼ ਖ਼ਬਰ <box>23 318 148 338</box>
story-subheading: » ਈਜ਼ੀ ਰਜਿਸਟਰੀ ਕੇਂਦਰ ਤੋਂ ਲੋਕ ਅਣਜਾਣ <box>23 1832 179 1877</box>
story-dateline: ਲੁਧਿਆਣਾ, 26 ਅਗਸਤ (ਮੀਡੀਆ ਟੀਮ)- <box>608 740 755 771</box>
story-body-continued-2: ਧੁੱਸੀ ਬੰਨ੍ਹ ਦਾ ਦੌਰਾ ਕਰਦਿਆਂ ਬੀਬੀ ਰਣਜੀਤ ਕੌਰ ਨੇ ਅਧਿਕਾਰੀਆਂ ਨੂੰ ਹਦਾਇਤ ਕੀਤੀ ਕਿ ਕਮਜ਼ੋਰ ਥਾਵਾਂ ਦੀ ਤੁਰੰਤ ਮੁਰੰਮਤ ਕੀਤੀ ਜਾਵੇ ਅਤੇ ਲੋਕਾਂ ਦੀ ਸੁਰੱਖਿਆ ਯਕੀਨੀ ਬਣਾਈ ਜਾਵੇ। ਉਨ੍ਹਾਂ ਨੇ ਪਿੰਡ ਵਾਸੀਆਂ ਨਾਲ ਗੱਲਬਾਤ ਕੀਤੀ ਅਤੇ ਪ੍ਰਸ਼ਾਸਨ ਵੱਲੋਂ ਕੀਤੇ ਪ੍ਰਬੰਧਾਂ ਦੀ ਸਮੀਖਿਆ ਕੀਤੀ। <box>1153 921 1533 1001</box>
story-phonepe-insurance <box>599 109 949 436</box>
story-body: ਫ਼ੋਨਪੇ ਨੇ ਅੱਜ ਆਪਣੀ ਨਵੀਂ ਘਰੇਲੂ ਬੀਮਾ ਯੋਜਨਾ ਸ਼ੁਰੂ ਕਰਨ ਦਾ ਐਲਾਨ ਕੀਤਾ। ਇਸ ਯੋਜਨਾ ਰਾਹੀਂ ਘਰ ਅਤੇ ਘਰੇਲੂ ਸਮਾਨ ਨੂੰ ਅੱਗ, ਹੜ੍ਹ, ਚੋਰੀ ਅਤੇ ਕੁਦਰਤੀ ਆਫ਼ਤਾਂ ਤੋਂ ਸੁਰੱਖਿਆ ਮਿਲੇਗੀ। ਗਾਹਕ ਘੱਟ ਪ੍ਰੀਮੀਅਮ 'ਤੇ 12.5 ਕਰੋੜ ਰੁਪਏ ਤੱਕ ਦਾ ਬੀਮਾ ਕਵਰ ਲੈ ਸਕਦੇ ਹਨ ਅਤੇ ਪ੍ਰਕਿਰਿਆ ਪੂਰੀ ਤਰ੍ਹਾਂ ਡਿਜ਼ੀਟਲ ਹੈ। ਕੰਪਨੀ ਨੇ ਕਿਹਾ ਕਿ ਇਹ ਕਦਮ ਹਰ ਭਾਰਤੀ ਪਰਿਵਾਰ ਲਈ ਸੁਰੱਖਿਆ ਯਕੀਨੀ ਬਣਾਏਗਾ। <box>608 238 772 433</box>
story-dog-attack <box>23 1455 591 1766</box>
story-aap-joining <box>957 109 1533 669</box>
story-noc-registry <box>23 1774 591 2350</box>
story-body: ਸੀ.ਆਰ.ਆਈ ਪੰਪਸ ਨੇ ਮਹਾਰਾਸ਼ਟਰ ਸਰਕਾਰ ਤੋਂ ਸੋਲਰ ਪੰਪਿੰਗ ਪ੍ਰਣਾਲੀਆਂ ਲਈ ਵੱਡਾ ਆਰਡਰ ਹਾਸਲ ਕੀਤਾ ਹੈ ਜਿਸ ਨਾਲ ਕਿਸਾਨਾਂ ਨੂੰ ਸਿੰਚਾਈ ਲਈ ਸਾਫ਼ ਊਰਜਾ ਮਿਲੇਗੀ। ਕੰਪਨੀ ਦੇ ਪ੍ਰਬੰਧਕਾਂ ਨੇ ਕਿਹਾ ਕਿ ਇਹ ਪ੍ਰਾਜੈਕਟ ਤੈਅ ਸਮੇਂ ਵਿੱਚ ਪੂਰਾ ਕੀਤਾ ਜਾਵੇਗਾ। <box>608 1488 755 1634</box>
story-dateline: ਨਾਭਾ, 26 ਅਗਸਤ (ਜਿੰਦਰ ਸਿੰਘ)- <box>957 1278 1112 1293</box>
story-body: ਬੈਂਕ ਨੇ ਕਾਰੋਬਾਰੀਆਂ ਲਈ ਨਵੀਂ ਡਿਜ਼ੀਟਲ ਭੁਗਤਾਨ ਸਹੂਲਤ ਸ਼ੁਰੂ ਕੀਤੀ ਹੈ ਜਿਸ ਨਾਲ ਦੁਕਾਨਦਾਰ ਕਾਰਡ ਅਤੇ ਯੂਪੀਆਈ ਰਾਹੀਂ ਭੁਗਤਾਨ ਆਸਾਨੀ ਨਾਲ ਪ੍ਰਾਪਤ ਕਰ ਸਕਣਗੇ। <box>957 2039 1113 2136</box>
story-headline: ਪਾਣੀ ਨਾਲ ਬੇਬਹਾ ਦਰਿਆਵਾਂ ਨੇ ਲੋਕਾਂ ਦੇ ਸਾਹ ਸੂਤੇ, ਹਾਲਾਤ ਚਿੰਤਾਜਨਕ <box>23 84 564 145</box>
story-dateline: ਚੰਡੀਗੜ੍ਹ, 26 ਅਗਸਤ (ਆਰ ਮੀਡੀਆ)- <box>608 495 785 525</box>
news-badge: ਪੰਜਾਬ ਟਾਈਮਜ਼ ਖ਼ਬਰ <box>23 747 148 767</box>
story-body: ਦੂਸਰੀਆਂ ਸਿਆਸੀ ਪਾਰਟੀਆਂ ਨੂੰ ਅਲਵਿਦਾ ਕਹਿ ਕੇ ਆਮ ਆਦਮੀ ਪਾਰਟੀ ਵਿੱਚ ਸ਼ਾਮਲ ਹੋਣ ਵਾਲਿਆਂ ਨੂੰ ਪਾਰਟੀ ਵਿੱਚ ਬਣਦਾ ਮਾਣ ਸਤਿਕਾਰ ਦਿੱਤਾ ਜਾਵੇਗਾ। ਇਹ ਵਿਚਾਰ ਹਲਕਾ ਇੰਚਾਰਜ ਪਿੰਦਰ ਪੰਡੋਰੀ ਨੇ ਪਿੰਡ ਵਿੱਚ ਇਕ ਸਮਾਗਮ ਦੌਰਾਨ ਪ੍ਰਗਟ ਕੀਤੇ। ਇਸ ਮੌਕੇ ਕਈ ਪਰਿਵਾਰ ਪਾਰਟੀ ਵਿੱਚ ਸ਼ਾਮਲ ਹੋਏ ਜਿਨ੍ਹਾਂ ਦਾ ਸਿਰੋਪਾਓ ਪਾ ਕੇ ਸਨਮਾਨ ਕੀਤਾ ਗਿਆ। ਉਨ੍ਹਾਂ ਕਿਹਾ ਕਿ ਪੰਜਾਬ ਸਰਕਾਰ ਲੋਕ ਭਲਾਈ ਦੇ ਕੰਮ ਕਰ ਰਹੀ ਹੈ। <box>957 221 1190 350</box>
story-headline: ਸੀ.ਆਰ.ਆਈ ਪੰਪਸ ਨੇ ਮਹਾਰਾਸ਼ਟਰ ਵਿੱਚ ਪੀ.ਐੱਮ-ਕੁਸੁਮ ਯੋਜਨਾ ਅਧੀਨ 10,714 ਸੋਲਰ ਪੰਪਿੰਗ ਪ੍ਰਣਾਲੀਆਂ ਲਈ 320 ਕਰੋੜ ਰੁਪਏ ਦਾ ਆਰਡਰ ਹਾਸਲ ਕੀਤਾ <box>608 1415 940 1466</box>
story-dateline: ਚੰਡੀਗੜ੍ਹ, 26 ਅਗਸਤ (ਆਰ ਮੀਡੀਆ)- <box>957 1875 1141 1890</box>
story-dateline: ਅਹਿਮਦਗੜ੍ਹ, 26 ਅਗਸਤ (ਸੁਖਦਰਸ਼ਨ ਸਿੰਘ)- <box>23 1523 202 1554</box>
page-header <box>23 30 1533 76</box>
story-body-continued: ਸੀ.ਆਰ.ਆਈ ਪੰਪਸ ਨੇ ਮਹਾਰਾਸ਼ਟਰ ਸਰਕਾਰ ਤੋਂ ਸੋਲਰ ਪੰਪਿੰਗ ਪ੍ਰਣਾਲੀਆਂ ਲਈ ਵੱਡਾ ਆਰਡਰ ਹਾਸਲ ਕੀਤਾ ਹੈ ਜਿਸ ਨਾਲ ਕਿਸਾਨਾਂ ਨੂੰ ਸਿੰਚਾਈ ਲਈ ਸਾਫ਼ ਊਰਜਾ ਮਿਲੇਗੀ। ਕੰਪਨੀ ਦੇ ਪ੍ਰਬੰਧਕਾਂ ਨੇ ਕਿਹਾ ਕਿ ਇਹ ਪ੍ਰਾਜੈਕਟ ਤੈਅ ਸਮੇਂ ਵਿੱਚ ਪੂਰਾ ਕੀਤਾ ਜਾਵੇਗਾ। <box>763 1608 941 1721</box>
story-dateline: ਟਾਂਡਾ ਉੜਮੁੜ, 26 ਅਗਸਤ (ਪਰਮਜੀਤ ਮੋਮੀ)- <box>957 773 1190 787</box>
story-headline: ਵਧਦੀ ਵਿਦੇਸ਼ੀ ਸਿੱਖਿਆ ਦੀ ਮੰਗ ਨੂੰ ਪੂਰਾ ਕਰਨ ਲਈ ਆਈ.ਈ.ਸੀ ਐਜੂਕੇਸ਼ਨ ਜਲੰਧਰ 'ਚ ਲਿਆਇਆ ਯੂਕੇ ਦੀਆਂ ਮੁੱਖ ਯੂਨੀਵਰਸਿਟੀਆਂ ਨੂੰ <box>965 1642 1501 1677</box>
story-dateline: ਜਲੰਧਰ, 26 ਅਗਸਤ (ਆਰ ਮੀਡੀਆ)- <box>965 1684 1144 1699</box>
story-headline: ਦੂਸਰੀਆਂ ਪਾਰਟੀਆਂ ਨੂੰ ਅਲਵਿਦਾ ਕਹਿ ਕੇ 'ਆਪ' 'ਚ ਆਉਣ ਵਾਲਿਆਂ ਨੂੰ ਮਿਲੇਗਾ ਬਣਦਾ ਮਾਣ ਸਤਿਕਾਰ : ਪਿੰਦਰ ਪੰਡੋਰੀ <box>958 109 1531 161</box>
story-body-continued: ਸ਼ਹਿਰ ਦੇ ਇਕ ਮੁਹੱਲੇ ਵਿੱਚ ਖੂੰਖਾਰ ਕੁੱਤਿਆਂ ਦੇ ਝੁੰਡ ਨੇ 8 ਸਾਲਾਂ ਬੱਚੇ ਉੱਤੇ ਹਮਲਾ ਕਰ ਦਿੱਤਾ ਜਿਸ ਕਾਰਨ ਉਹ ਗੰਭੀਰ ਜ਼ਖ਼ਮੀ ਹੋ ਗਿਆ। ਬੱਚੇ ਨੂੰ ਇਲਾਜ ਲਈ ਹਸਪਤਾਲ ਦਾਖ਼ਲ ਕਰਵਾਇਆ ਗਿਆ ਹੈ। ਲੋਕਾਂ ਨੇ ਪ੍ਰਸ਼ਾਸਨ ਤੋਂ ਮੰਗ ਕੀਤੀ ਕਿ ਆਵਾਰਾ ਕੁੱਤਿਆਂ ਦੀ ਸਮੱਸਿਆ ਦਾ ਤੁਰੰਤ ਹੱਲ ਕੀਤਾ ਜਾਵੇ। <box>212 1638 591 1702</box>
story-photo <box>793 494 941 603</box>
story-body: ਅਜੰਤਾ ਫਾਰਮਾ ਨੇ ਪੰਜਾਬ ਵਿੱਚ ਅੱਖਾਂ ਦੀ ਦੇਖਭਾਲ ਲਈ 40 ਨਵੇਂ ਕੇਂਦਰ ਖੋਲ੍ਹਣ ਵਾਸਤੇ ਅੰਮ੍ਰਿਤਸਰ ਦੀ ਇਕ ਸੰਸਥਾ ਨਾਲ ਸਮਝੌਤਾ ਕੀਤਾ ਹੈ। ਇਨ੍ਹਾਂ ਕੇਂਦਰਾਂ ਵਿੱਚ ਮਰੀਜ਼ਾਂ ਦੀ ਜਾਂਚ ਮੁਫ਼ਤ ਕੀਤੀ ਜਾਵੇਗੀ ਅਤੇ ਲੋੜਵੰਦਾਂ ਨੂੰ ਦਵਾਈਆਂ ਉਪਲਬਧ ਕਰਵਾਈਆਂ ਜਾਣਗੀਆਂ। <box>608 511 785 623</box>
story-body: ਪੰਜਾਬ ਸਰਕਾਰ ਵੱਲੋਂ ਰਜਿਸਟਰੀਆਂ ਲਈ ਐੱਨ.ਓ.ਸੀ ਦੀ ਸ਼ਰਤ ਖ਼ਤਮ ਕਰਨ ਦੇ ਐਲਾਨ ਦੇ ਬਾਵਜੂਦ ਸਬ ਤਹਿਸੀਲ ਵਿੱਚ ਲੋਕਾਂ ਨੂੰ ਭੰਬਲਭੂਸੇ ਵਿੱਚ ਪਾ ਕੇ ਪ੍ਰੇਸ਼ਾਨ ਕੀਤਾ ਜਾ ਰਿਹਾ ਹੈ। ਲੋਕਾਂ ਨੇ ਦੋਸ਼ ਲਾਇਆ ਕਿ ਉਨ੍ਹਾਂ ਨੂੰ ਵਾਰ-ਵਾਰ ਚੱਕਰ ਕਟਵਾਏ ਜਾਂਦੇ ਹਨ ਅਤੇ ਈਜ਼ੀ ਰਜਿਸਟਰੀ ਕੇਂਦਰ ਬਾਰੇ ਕੋਈ ਜਾਣਕਾਰੀ ਨਹੀਂ ਦਿੱਤੀ ਜਾਂਦੀ। ਲੋਕਾਂ ਨੇ ਸਰਕਾਰ ਤੋਂ ਮਾਮਲੇ ਦੀ ਜਾਂਚ ਦੀ ਮੰਗ ਕੀਤੀ। <box>23 1906 179 2101</box>
story-body: ਸੰਸਥਾ ਵੱਲੋਂ ਨੌਜਵਾਨਾਂ ਨੂੰ ਰੁਜ਼ਗਾਰ ਦੇ ਯੋਗ ਬਣਾਉਣ ਲਈ ਨਵੇਂ ਕੋਰਸ ਸ਼ੁਰੂ ਕੀਤੇ ਗਏ ਹਨ ਜਿਨ੍ਹਾਂ ਵਿੱਚ ਆਧੁਨਿਕ ਤਕਨੀਕ ਦੀ ਸਿਖਲਾਈ ਦਿੱਤੀ ਜਾਵੇਗੀ। <box>957 1875 1438 1906</box>
nxtra-logo: nxtra by airtel <box>808 1782 904 1842</box>
section-title: ਖ਼ਾਸਮ-ਖ਼ਾਸ <box>696 40 783 65</box>
story-headline: ਸੀ.ਆਰ.ਆਈ ਪੰਪਸ ਨੇ ਮਹਾਰਾਸ਼ਟਰ ਵਿੱਚ ਪੀ.ਐੱਮ-ਕੁਸੁਮ ਯੋਜਨਾ ਅਧੀਨ 10,714 ਸੋਲਰ ਪੰਪਿੰਗ ਪ੍ਰਣਾਲੀਆਂ ਲਈ 320 ਕਰੋੜ ਰੁਪਏ ਦਾ ਆਰਡਰ ਹਾਸਲ ਕੀਤਾ <box>608 2014 940 2065</box>
story-headline: ਉਜੀਵਨ ਐਸਐਫਬੀ ਨੇ ਆਪਣੇ ਮੈਕਸਿਮਾ ਕਰੰਟ ਖਾਤਾ ਧਾਰਕਾਂ ਲਈ ਉਜੀਵਨ ਸਵਾਈਪ ਸਮਾਰਟ ਲਾਂਚ ਕੀਤਾ <box>957 2000 1491 2016</box>
story-headline: ਨੇਕਸਟਰਾ ਬਾਏ ਏਅਰਟੈਲ ਨੇ ਵਿੱਤੀ ਸਾਲ 2024-25 ਦੇ ਲਈ ਜਾਰੀ ਕੀਤੀ ਸਥਿਰਤਾ ਰਿਪੋਰਟ <box>599 1733 943 1767</box>
story-cri-pumps-solar <box>599 2006 949 2348</box>
story-photo <box>23 1136 311 1292</box>
story-body-continued: ਧੁੱਸੀ ਬੰਨ੍ਹ ਦਾ ਦੌਰਾ ਕਰਦਿਆਂ ਬੀਬੀ ਰਣਜੀਤ ਕੌਰ ਨੇ ਅਧਿਕਾਰੀਆਂ ਨੂੰ ਹਦਾਇਤ ਕੀਤੀ ਕਿ ਕਮਜ਼ੋਰ ਥਾਵਾਂ ਦੀ ਤੁਰੰਤ ਮੁਰੰਮਤ ਕੀਤੀ ਜਾਵੇ ਅਤੇ ਲੋਕਾਂ ਦੀ ਸੁਰੱਖਿਆ ਯਕੀਨੀ ਬਣਾਈ ਜਾਵੇ। ਉਨ੍ਹਾਂ ਨੇ ਪਿੰਡ ਵਾਸੀਆਂ ਨਾਲ ਗੱਲਬਾਤ ਕੀਤੀ ਅਤੇ ਪ੍ਰਸ਼ਾਸਨ ਵੱਲੋਂ ਕੀਤੇ ਪ੍ਰਬੰਧਾਂ ਦੀ ਸਮੀਖਿਆ ਕੀਤੀ। <box>321 1137 591 1217</box>
story-photo <box>188 772 391 966</box>
story-body-continued: ਨਗਰ ਕੌਂਸਲ ਨਾਭਾ ਦੇ ਪ੍ਰਧਾਨ ਖ਼ਿਲਾਫ਼ ਕੌਂਸਲਰਾਂ ਨੇ ਬੇਭਰੋਸਗੀ ਮਤਾ ਪੇਸ਼ ਕਰਦਿਆਂ ਦੋਸ਼ ਲਾਇਆ ਕਿ ਸ਼ਹਿਰ ਦੇ ਵਿਕਾਸ ਕਾਰਜ ਰੁਕੇ ਹੋਏ ਹਨ ਅਤੇ ਉਨ੍ਹਾਂ ਦੀ ਕੋਈ ਸੁਣਵਾਈ ਨਹੀਂ ਹੋ ਰਹੀ। ਕੌਂਸਲਰਾਂ ਨੇ ਹਲਕਾ ਵਿਧਾਇਕ ਨੂੰ ਪ੍ਰਧਾਨ ਬਦਲਣ ਦੀ ਅਪੀਲ ਕੀਤੀ ਤਾਂ ਜੋ ਸ਼ਹਿਰ ਦੇ ਕੰਮ ਸੁਚਾਰੂ ਢੰਗ ਨਾਲ ਹੋ ਸਕਣ। <box>957 1419 1337 1516</box>
story-body-continued: ਕੰਪਨੀ ਨੇ ਆਪਣੀ ਸਾਲਾਨਾ ਸਥਿਰਤਾ ਰਿਪੋਰਟ ਜਾਰੀ ਕਰਦਿਆਂ ਦੱਸਿਆ ਕਿ ਡਾਟਾ ਸੈਂਟਰਾਂ ਵਿੱਚ ਨਵਿਆਉਣਯੋਗ ਊਰਜਾ ਦੀ ਵਰਤੋਂ ਵਧਾਈ ਗਈ ਹੈ ਅਤੇ ਕਾਰਬਨ ਨਿਕਾਸੀ ਘਟਾਉਣ ਦੇ ਟੀਚੇ ਵੱਲ ਅਹਿਮ ਕਦਮ ਚੁੱਕੇ ਗਏ ਹਨ। <box>762 1863 949 1960</box>
story-teachers-protest <box>23 685 591 1074</box>
story-headline: ਭਾਜਪਾ ਦੇ ਪੰਜਾਬ ਸਟੇਟ ਮੈਂਬਰ ਅਤੇ ਸਾਬਕਾ ਚੇਅਰਮੈਨ ਖੁਰਾਣਾ ਵੱਲੋਂ ਹੜ੍ਹ ਪ੍ਰਭਾਵਿਤ ਪਿੰਡਾਂ ਦਾ ਦੌਰਾ <box>957 685 1516 729</box>
story-body-continued-2: ਇੱਥੇ ਮਾਲਵੇ ਵਿੱਚ ਪੰਜਾਬ ਸਰਕਾਰ ਵੱਲੋਂ ਅਧਿਆਪਕਾਂ ਦੀਆਂ ਮੰਗਾਂ ਨੂੰ ਲੈ ਕੇ ਮੀਟਿੰਗ ਦਾ ਸਮਾਂ ਦਿੱਤਾ ਗਿਆ ਸੀ ਪਰ ਮੀਟਿੰਗ ਦੀ ਥਾਂ ਪੁਲਿਸ ਨੇ ਅਧਿਆਪਕਾਂ ਨੂੰ ਜਬਰੀ ਚੁੱਕ ਲਿਆ ਅਤੇ ਉਨ੍ਹਾਂ ਨਾਲ ਮਾਰਕੁੱਟ ਕੀਤੀ। ਅਧਿਆਪਕ ਜਥੇਬੰਦੀਆਂ ਨੇ ਇਸ ਕਾਰਵਾਈ ਦੀ ਸਖ਼ਤ ਨਿੰਦਾ ਕੀਤੀ ਅਤੇ ਸੰਘਰਸ਼ ਤੇਜ਼ ਕਰਨ ਦਾ ਐਲਾਨ ਕੀਤਾ। ਉਨ੍ਹਾਂ ਕਿਹਾ ਕਿ ਸਰਕਾਰ ਵਾਅਦੇ ਤੋਂ ਮੁੱਕਰ ਰਹੀ ਹੈ। <box>1153 1419 1533 1516</box>
bank-of-baroda-logo: ਬੈਂਕ ਆਫ਼ ਬੜੌਦਾ Bank of Baroda <box>762 1092 949 1148</box>
story-body-continued-2: ਪੰਜਾਬ ਸਰਕਾਰ ਵੱਲੋਂ ਰਜਿਸਟਰੀਆਂ ਲਈ ਐੱਨ.ਓ.ਸੀ ਦੀ ਸ਼ਰਤ ਖ਼ਤਮ ਕਰਨ ਦੇ ਐਲਾਨ ਦੇ ਬਾਵਜੂਦ ਸਬ ਤਹਿਸੀਲ ਵਿੱਚ ਲੋਕਾਂ ਨੂੰ ਭੰਬਲਭੂਸੇ ਵਿੱਚ ਪਾ ਕੇ ਪ੍ਰੇਸ਼ਾਨ ਕੀਤਾ ਜਾ ਰਿਹਾ ਹੈ। ਲੋਕਾਂ ਨੇ ਦੋਸ਼ ਲਾਇਆ ਕਿ ਉਨ੍ਹਾਂ ਨੂੰ ਵਾਰ-ਵਾਰ ਚੱਕਰ ਕਟਵਾਏ ਜਾਂਦੇ ਹਨ ਅਤੇ ਈਜ਼ੀ ਰਜਿਸਟਰੀ ਕੇਂਦਰ ਬਾਰੇ ਕੋਈ ਜਾਣਕਾਰੀ ਨਹੀਂ ਦਿੱਤੀ ਜਾਂਦੀ। ਲੋਕਾਂ ਨੇ ਸਰਕਾਰ ਤੋਂ ਮਾਮਲੇ ਦੀ ਜਾਂਚ ਦੀ ਮੰਗ ਕੀਤੀ। <box>188 1833 591 2028</box>
